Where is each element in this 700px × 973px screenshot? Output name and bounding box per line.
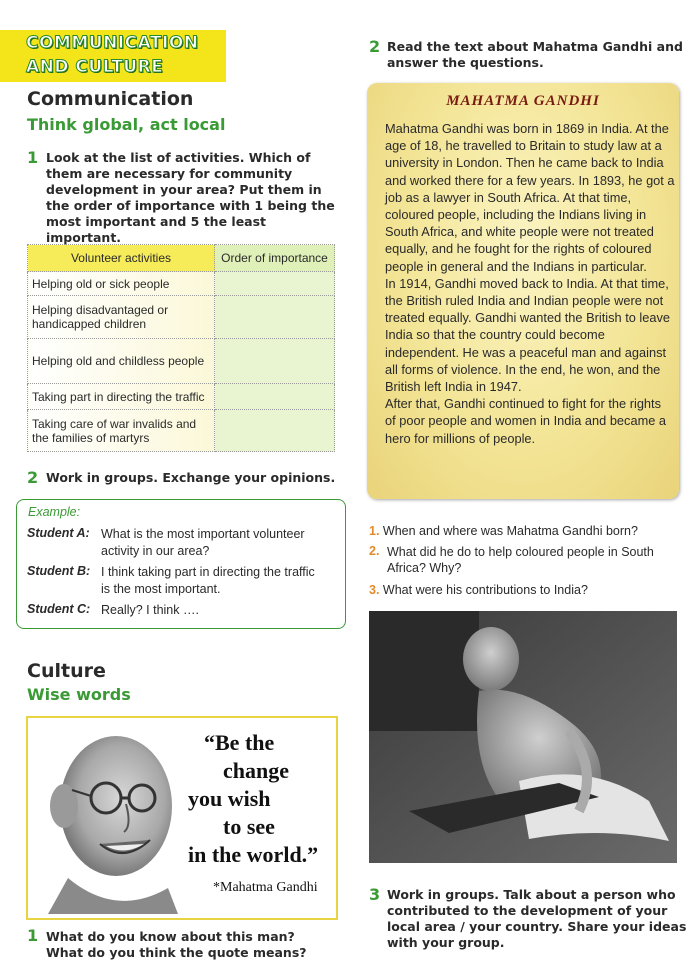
task-instruction: Work in groups. Exchange your opinions. xyxy=(46,470,336,485)
speaker-label: Student B: xyxy=(27,564,91,578)
task-number: 2 xyxy=(369,37,381,56)
reading-text xyxy=(385,120,675,447)
question-number: 1. xyxy=(369,524,380,538)
table-cell-activity: Taking care of war invalids and the families of martyrs xyxy=(28,410,215,452)
reading-paragraph: In 1914, Gandhi moved back to India. At that time, the British ruled India and Indian people were not treated equally. Gandhi wanted the British to leave India so that the country could become independent. He was a peaceful man and against all forms of violence. In the end, he won, and the British left India in 1947. xyxy=(385,275,671,395)
speaker-label: Student A: xyxy=(27,526,90,540)
example-label: Example: xyxy=(28,505,81,519)
quote-line: to see xyxy=(223,814,275,839)
reading-card xyxy=(367,83,679,499)
quote-line: in the world.” xyxy=(188,842,319,867)
dialogue-line: I think taking part in directing the traffic is the most important. xyxy=(101,565,315,596)
quote-line: “Be the xyxy=(204,730,275,755)
reading-paragraph: Mahatma Gandhi was born in 1869 in India. At the age of 18, he travelled to Britain to study law at a university in London. Then he came back to India and worked there for a few years. In 1893, he got a job as a lawyer in South Africa. At that time, coloured people, including the Indians living in South Africa, and white people were not treated equally, and he fought for the rights of coloured people in general and the Indians in particular. xyxy=(385,121,675,274)
gandhi-photo-image xyxy=(369,611,677,863)
volunteer-activities-table xyxy=(27,244,335,452)
culture-heading: Culture xyxy=(27,660,106,682)
quote-author: *Mahatma Gandhi xyxy=(213,880,318,895)
dialogue-line: What is the most important volunteer activity in our area? xyxy=(101,527,305,558)
table-header-importance: Order of importance xyxy=(215,245,335,272)
table-cell-activity: Helping disadvantaged or handicapped children xyxy=(28,296,215,339)
reading-paragraph: After that, Gandhi continued to fight for the rights of poor people and women in India and became a hero for millions of people. xyxy=(385,396,667,446)
task-instruction: What do you know about this man? What do you think the quote means? xyxy=(46,929,307,960)
task-number: 1 xyxy=(27,148,39,167)
importance-input-cell[interactable] xyxy=(215,410,335,452)
task-number: 3 xyxy=(369,885,381,904)
importance-input-cell[interactable] xyxy=(215,384,335,410)
table-cell-activity: Helping old and childless people xyxy=(28,339,215,384)
banner-title-line2: AND CULTURE xyxy=(26,57,164,77)
communication-subheading: Think global, act local xyxy=(27,115,226,134)
dialogue-line: Really? I think …. xyxy=(101,603,199,617)
quote-card xyxy=(26,716,338,920)
section-banner xyxy=(0,30,226,82)
card-title: MAHATMA GANDHI xyxy=(446,93,600,109)
question-number: 2. xyxy=(369,544,380,558)
culture-subheading: Wise words xyxy=(27,685,131,704)
banner-title-line1: COMMUNICATION xyxy=(26,33,199,53)
photo-illustration xyxy=(369,611,677,863)
question-item xyxy=(369,582,679,598)
importance-input-cell[interactable] xyxy=(215,339,335,384)
task-number: 2 xyxy=(27,468,39,487)
quote-line: change xyxy=(223,758,289,783)
table-cell-activity: Helping old or sick people xyxy=(28,272,215,296)
question-number: 3. xyxy=(369,583,380,597)
gandhi-portrait-image xyxy=(28,718,178,914)
table-header-activities: Volunteer activities xyxy=(28,245,215,272)
task-number: 1 xyxy=(27,926,39,945)
table-cell-activity: Taking part in directing the traffic xyxy=(28,384,215,410)
question-item xyxy=(369,523,679,539)
importance-input-cell[interactable] xyxy=(215,296,335,339)
task-instruction: Work in groups. Talk about a person who contributed to the development of your local area / your country. Share your ideas with your group. xyxy=(387,887,687,950)
speaker-label: Student C: xyxy=(27,602,91,616)
task-instruction: Look at the list of activities. Which of them are necessary for community development in your area? Put them in the order of importance with 1 being the most important and 5 the least important. xyxy=(46,150,335,245)
question-text: What were his contributions to India? xyxy=(382,583,588,597)
communication-heading: Communication xyxy=(27,88,194,110)
question-text: What did he do to help coloured people in South Africa? Why? xyxy=(387,545,654,575)
task-instruction: Read the text about Mahatma Gandhi and answer the questions. xyxy=(387,39,683,70)
question-text: When and where was Mahatma Gandhi born? xyxy=(382,524,638,538)
quote-line: you wish xyxy=(188,786,271,811)
importance-input-cell[interactable] xyxy=(215,272,335,296)
